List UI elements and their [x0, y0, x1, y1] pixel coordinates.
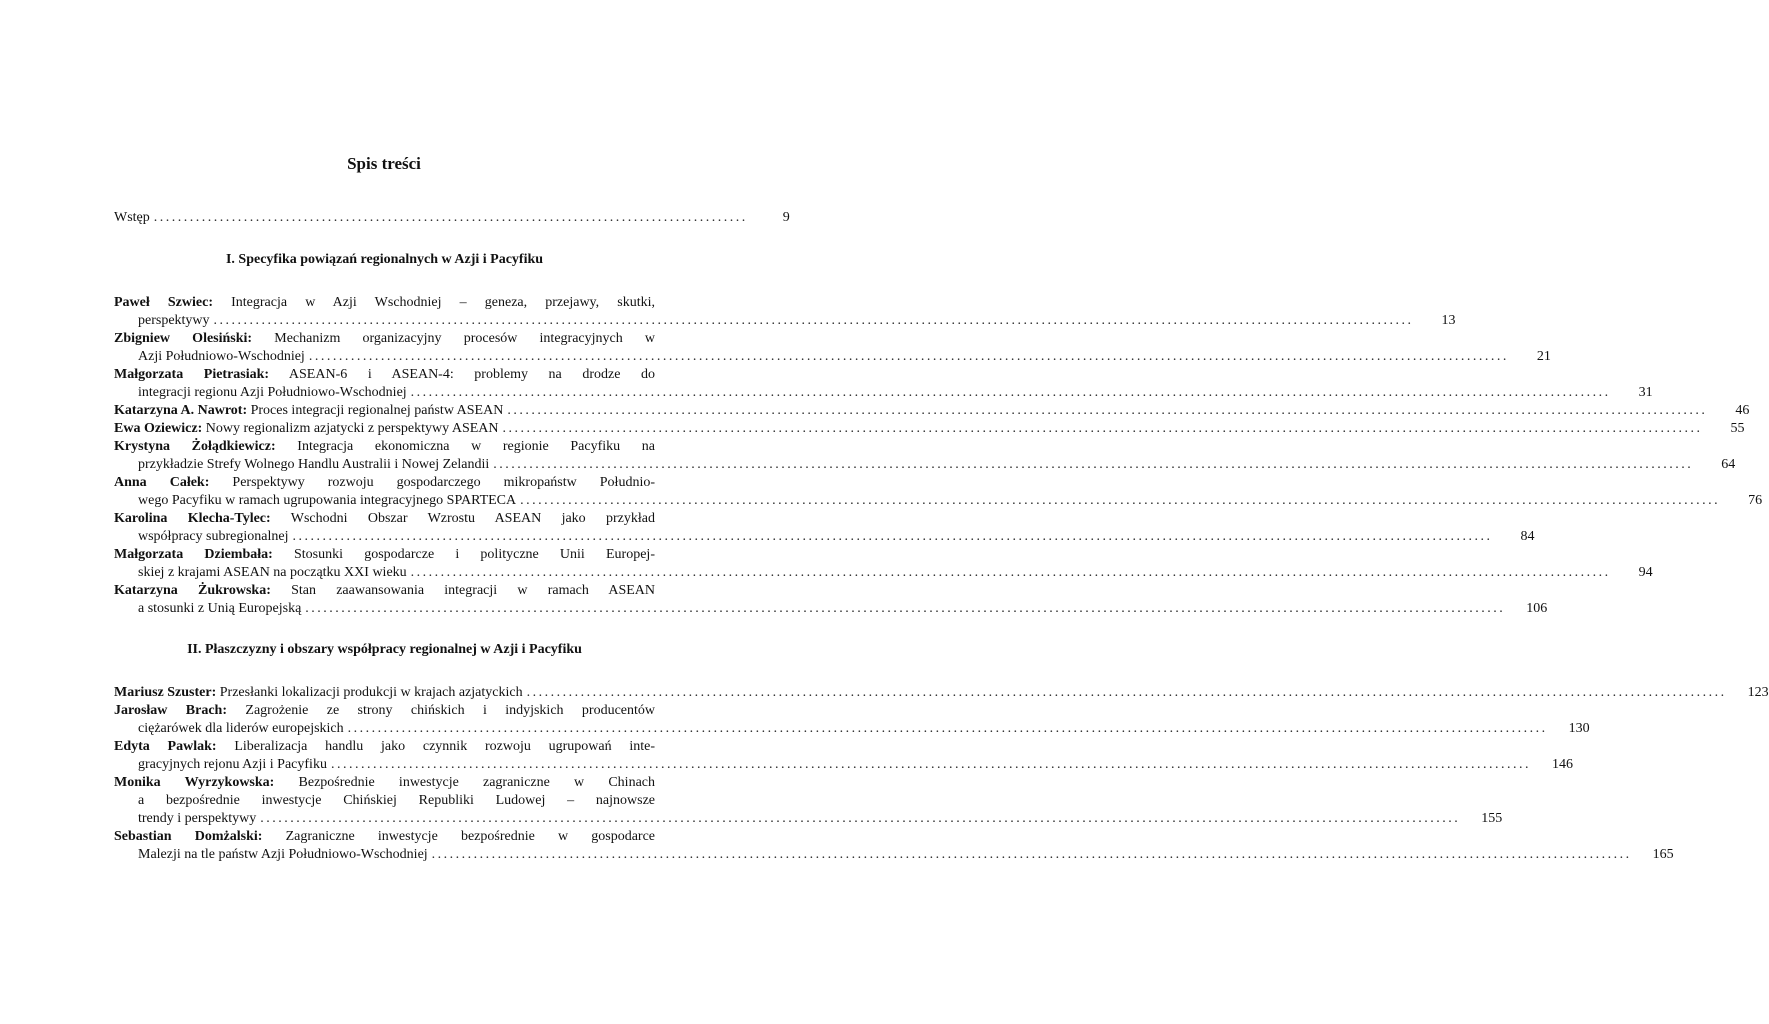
- entry-line: [114, 684, 1769, 702]
- entry-line: [114, 330, 655, 348]
- entry-text: [114, 582, 655, 600]
- entry-line: [114, 756, 1573, 774]
- leader-dots: ...................................................................................................: [153, 210, 748, 225]
- entry-title-cont: wego Pacyfiku w ramach ugrupowania integracyjnego SPARTECA: [138, 493, 517, 508]
- toc-entry[interactable]: [114, 774, 1503, 828]
- toc-entry[interactable]: [114, 702, 1590, 738]
- entry-author: Paweł Szwiec:: [114, 295, 213, 310]
- entry-author: Anna Całek:: [114, 475, 210, 490]
- entry-title-cont: przykładzie Strefy Wolnego Handlu Australii i Nowej Zelandii: [138, 457, 490, 472]
- entry-title-cont: ciężarówek dla liderów europejskich: [138, 721, 344, 736]
- entry-author: Monika Wyrzykowska:: [114, 775, 275, 790]
- entry-text: [114, 474, 655, 492]
- entry-title: Mechanizm organizacyjny procesów integracyjnych w: [274, 331, 656, 346]
- entry-text: [114, 420, 499, 438]
- entry-title-cont: perspektywy: [138, 313, 210, 328]
- entry-author: Zbigniew Olesiński:: [114, 331, 253, 346]
- toc-entry[interactable]: [114, 294, 1456, 330]
- entry-title: Perspektywy rozwoju gospodarczego mikropaństw Południo-: [232, 475, 655, 490]
- entry-line: [114, 546, 655, 564]
- entry-author: Karolina Klecha-Tylec:: [114, 511, 271, 526]
- page-number: 165: [1652, 847, 1674, 862]
- entry-title-cont: integracji regionu Azji Południowo-Wschodniej: [138, 385, 407, 400]
- page-number: 9: [782, 210, 790, 225]
- entry-author: Edyta Pawlak:: [114, 739, 217, 754]
- entry-line: [114, 564, 1653, 582]
- entry-line: [114, 420, 1745, 438]
- entry-author: Sebastian Domżalski:: [114, 829, 263, 844]
- toc-entry[interactable]: [114, 738, 1573, 774]
- part2-heading: II. Płaszczyzny i obszary współpracy regionalnej w Azji i Pacyfiku: [187, 642, 582, 657]
- entry-text: [114, 438, 655, 456]
- entry-line: [114, 846, 1674, 864]
- page-number: 94: [1638, 565, 1653, 580]
- toc-entry[interactable]: [114, 828, 1674, 864]
- leader-dots: ........................................................................................................................................................................................................: [305, 601, 1506, 616]
- leader-dots: ........................................................................................................................................................................................................: [260, 811, 1461, 826]
- entry-title: Przesłanki lokalizacji produkcji w krajach azjatyckich: [219, 685, 523, 700]
- entry-author: Katarzyna Żukrowska:: [114, 583, 271, 598]
- entry-title: Stan zaawansowania integracji w ramach ASEAN: [291, 583, 656, 598]
- leader-dots: ........................................................................................................................................................................................................: [526, 685, 1727, 700]
- leader-dots: ........................................................................................................................................................................................................: [431, 847, 1632, 862]
- entry-text: [114, 330, 655, 348]
- toc-entry[interactable]: [114, 684, 1769, 702]
- entry-author: Mariusz Szuster:: [114, 685, 217, 700]
- leader-dots: ........................................................................................................................................................................................................: [330, 757, 1531, 772]
- entry-text: [114, 294, 655, 312]
- leader-dots: ........................................................................................................................................................................................................: [347, 721, 1548, 736]
- entry-author: Katarzyna A. Nawrot:: [114, 403, 248, 418]
- entry-title: Bezpośrednie inwestycje zagraniczne w Chinach: [298, 775, 655, 790]
- entry-author: Jarosław Brach:: [114, 703, 227, 718]
- entry-text: [114, 702, 655, 720]
- toc-entry[interactable]: [114, 402, 1750, 420]
- entry-line: [114, 492, 1763, 510]
- leader-dots: ........................................................................................................................................................................................................: [213, 313, 1414, 328]
- leader-dots: ........................................................................................................................................................................................................: [520, 493, 1721, 508]
- entry-text: [114, 402, 503, 420]
- entry-title-cont: trendy i perspektywy: [138, 811, 257, 826]
- entry-text: [114, 546, 655, 564]
- entry-line: [114, 702, 655, 720]
- entry-text: [114, 510, 655, 528]
- entry-title: Liberalizacja handlu jako czynnik rozwoju ugrupowań inte-: [234, 739, 655, 754]
- entry-title-cont: skiej z krajami ASEAN na początku XXI wieku: [138, 565, 407, 580]
- toc-entry[interactable]: [114, 366, 1653, 402]
- page-number: 123: [1747, 685, 1769, 700]
- page-number: 21: [1536, 349, 1551, 364]
- entry-title: Integracja w Azji Wschodniej – geneza, przejawy, skutki,: [231, 295, 656, 310]
- entry-author: Krystyna Żołądkiewicz:: [114, 439, 276, 454]
- leader-dots: ........................................................................................................................................................................................................: [292, 529, 1493, 544]
- part1-entries: [114, 294, 1763, 618]
- entry-line: [114, 828, 655, 846]
- entry-text: [114, 774, 655, 792]
- entry-author: Małgorzata Pietrasiak:: [114, 367, 270, 382]
- page-number: 76: [1748, 493, 1763, 508]
- page-number: 84: [1520, 529, 1535, 544]
- entry-line: [114, 438, 655, 456]
- toc-entry-intro[interactable]: [114, 209, 790, 227]
- toc-intro: [114, 209, 790, 227]
- page-number: 55: [1730, 421, 1745, 436]
- toc-entry[interactable]: [114, 420, 1745, 438]
- page-number: 106: [1526, 601, 1548, 616]
- leader-dots: ........................................................................................................................................................................................................: [410, 565, 1611, 580]
- toc-entry[interactable]: [114, 510, 1535, 546]
- toc-entry[interactable]: [114, 546, 1653, 582]
- entry-text: [114, 684, 523, 702]
- leader-dots: ........................................................................................................................................................................................................: [502, 421, 1703, 436]
- entry-title-cont: współpracy subregionalnej: [138, 529, 289, 544]
- entry-line: [114, 384, 1653, 402]
- entry-title: Zagrożenie ze strony chińskich i indyjskich producentów: [245, 703, 656, 718]
- entry-text: [114, 738, 655, 756]
- entry-line: [114, 720, 1590, 738]
- entry-line: [114, 510, 655, 528]
- toc-entry[interactable]: [114, 438, 1736, 474]
- entry-line: [114, 402, 1750, 420]
- entry-line: [114, 474, 655, 492]
- entry-line: [114, 528, 1535, 546]
- entry-title: Stosunki gospodarcze i polityczne Unii Europej-: [294, 547, 655, 562]
- part1-heading: I. Specyfika powiązań regionalnych w Azji i Pacyfiku: [225, 252, 544, 267]
- entry-title: Wschodni Obszar Wzrostu ASEAN jako przykład: [290, 511, 655, 526]
- entry-title-cont: a stosunki z Unią Europejską: [138, 601, 302, 616]
- entry-line: [114, 456, 1736, 474]
- part2-entries: [114, 684, 1769, 864]
- entry-line: [114, 366, 655, 384]
- page-number: 64: [1721, 457, 1736, 472]
- page-number: 13: [1441, 313, 1456, 328]
- entry-title: Zagraniczne inwestycje bezpośrednie w gospodarce: [285, 829, 656, 844]
- entry-title: ASEAN-6 i ASEAN-4: problemy na drodze do: [288, 367, 655, 382]
- entry-line: [114, 348, 1551, 366]
- entry-title: Nowy regionalizm azjatycki z perspektywy ASEAN: [205, 421, 499, 436]
- leader-dots: ........................................................................................................................................................................................................: [493, 457, 1694, 472]
- page-title: Spis treści: [347, 154, 421, 173]
- toc-entry[interactable]: [114, 330, 1551, 366]
- toc-entry[interactable]: [114, 582, 1548, 618]
- page-number: 130: [1568, 721, 1590, 736]
- entry-line: [114, 312, 1456, 330]
- toc-entry[interactable]: [114, 474, 1763, 510]
- page-number: 146: [1551, 757, 1573, 772]
- leader-dots: ........................................................................................................................................................................................................: [308, 349, 1509, 364]
- entry-text: [114, 366, 655, 384]
- entry-text: [114, 828, 655, 846]
- page-number: 31: [1638, 385, 1653, 400]
- entry-title: Proces integracji regionalnej państw ASEAN: [250, 403, 504, 418]
- page-number: 46: [1735, 403, 1750, 418]
- entry-line: [114, 294, 655, 312]
- intro-label: Wstęp: [114, 210, 150, 225]
- entry-line: [114, 810, 1503, 828]
- entry-author: Małgorzata Dziembała:: [114, 547, 273, 562]
- entry-author: Ewa Oziewicz:: [114, 421, 203, 436]
- entry-title-cont: Azji Południowo-Wschodniej: [138, 349, 305, 364]
- entry-line: [114, 582, 655, 600]
- entry-line: [114, 774, 655, 792]
- entry-line: [114, 600, 1548, 618]
- entry-title-cont: gracyjnych rejonu Azji i Pacyfiku: [138, 757, 327, 772]
- entry-line: [114, 792, 655, 810]
- entry-title-cont: a bezpośrednie inwestycje Chińskiej Republiki Ludowej – najnowsze: [138, 793, 655, 808]
- page-number: 155: [1481, 811, 1503, 826]
- leader-dots: ........................................................................................................................................................................................................: [507, 403, 1708, 418]
- entry-line: [114, 738, 655, 756]
- leader-dots: ........................................................................................................................................................................................................: [410, 385, 1611, 400]
- entry-title: Integracja ekonomiczna w regionie Pacyfiku na: [297, 439, 656, 454]
- entry-title-cont: Malezji na tle państw Azji Południowo-Wschodniej: [138, 847, 428, 862]
